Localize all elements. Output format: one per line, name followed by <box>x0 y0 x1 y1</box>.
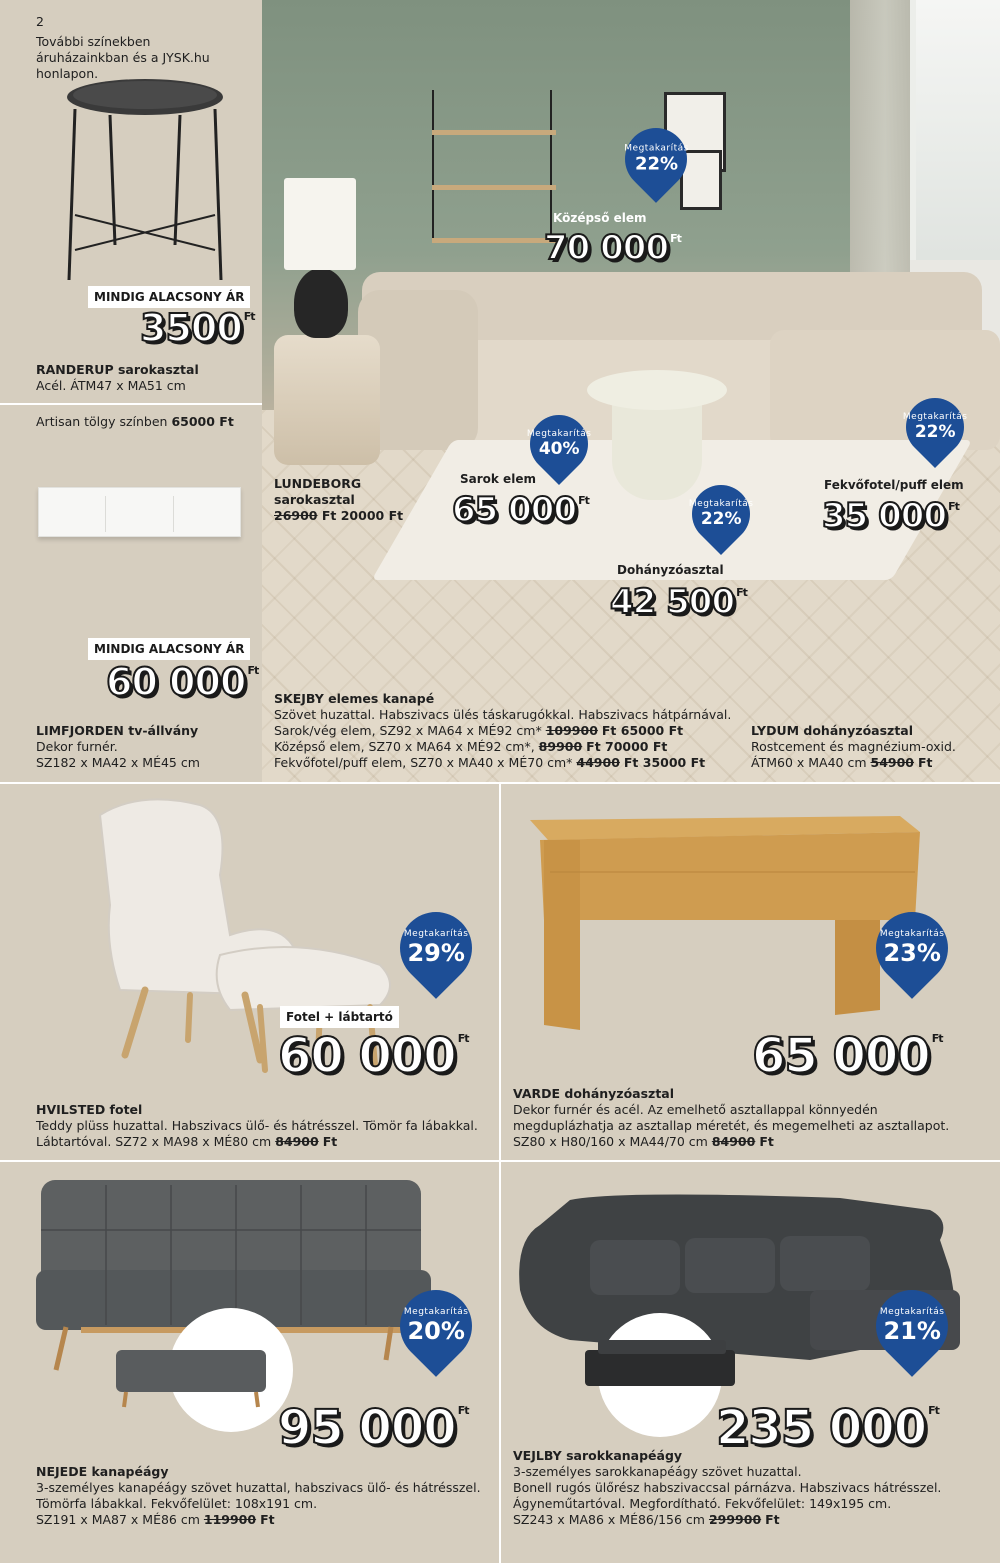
varde-line: SZ80 x H80/160 x MA44/70 cm 84900 Ft <box>513 1134 774 1149</box>
vejlby-price: 235 000 $^{Ft}$ <box>716 1400 939 1456</box>
skejby-line: Sarok/vég elem, SZ92 x MA64 x MÉ92 cm* 109900 Ft 65000 Ft <box>274 723 684 738</box>
savings-badge: Megtakarítás 29% <box>385 897 487 999</box>
coffee-table-top <box>587 370 727 410</box>
nejede-line: 3-személyes kanapéágy szövet huzattal, habszivacs ülő- és hátrésszel. <box>36 1480 481 1495</box>
hvilsted-name: HVILSTED fotel <box>36 1102 143 1117</box>
recliner-price: 35 000 $^{Ft}$ <box>822 496 959 536</box>
skejby-line: Középső elem, SZ70 x MA64 x MÉ92 cm*, 89900 Ft 70000 Ft <box>274 739 668 754</box>
limfjorden-spec: Dekor furnér. <box>36 739 118 754</box>
savings-badge: Megtakarítás 22% <box>894 386 976 468</box>
skejby-line: Szövet huzattal. Habszivacs ülés táskarugókkal. Habszivacs hátpárnával. <box>274 707 732 722</box>
vejlby-line: SZ243 x MA86 x MÉ86/156 cm 299900 Ft <box>513 1512 780 1527</box>
artisan-note: Artisan tölgy színben 65000 Ft <box>36 414 234 429</box>
lydum-name: LYDUM dohányzóasztal <box>751 723 914 738</box>
coffee-table-label: Dohányzóasztal <box>617 563 724 577</box>
randerup-price: 3500 $^{Ft}$ <box>140 306 255 350</box>
shelf-board <box>432 238 556 243</box>
middle-element-label: Középső elem <box>553 211 647 225</box>
vejlby-line: 3-személyes sarokkanapéágy szövet huzattal. <box>513 1464 802 1479</box>
divider <box>0 403 262 405</box>
randerup-name: RANDERUP sarokasztal <box>36 362 199 377</box>
nejede-line: Tömörfa lábakkal. Fekvőfelület: 108x191 cm. <box>36 1496 318 1511</box>
nejede-line: SZ191 x MA87 x MÉ86 cm 119900 Ft <box>36 1512 275 1527</box>
lundeborg-price: 26900 Ft 20000 Ft <box>274 508 404 523</box>
limfjorden-price: 60 000 $^{Ft}$ <box>106 660 259 704</box>
limfjorden-name: LIMFJORDEN tv-állvány <box>36 723 199 738</box>
varde-price: 65 000 $^{Ft}$ <box>752 1028 943 1084</box>
varde-name: VARDE dohányzóasztal <box>513 1086 675 1101</box>
wall-shelf <box>432 90 552 240</box>
savings-badge: Megtakarítás 22% <box>612 115 700 203</box>
corner-element-price: 65 000 $^{Ft}$ <box>452 490 589 530</box>
savings-badge: Megtakarítás 20% <box>385 1275 487 1377</box>
lamp-shade <box>284 178 356 270</box>
lydum-line: ÁTM60 x MA40 cm 54900 Ft <box>751 755 933 770</box>
coffee-table-base <box>612 395 702 500</box>
limfjorden-banner: MINDIG ALACSONY ÁR <box>88 638 250 660</box>
savings-badge: Megtakarítás 40% <box>518 403 600 485</box>
varde-line: Dekor furnér és acél. Az emelhető asztallappal könnyedén <box>513 1102 878 1117</box>
randerup-table-image <box>55 75 235 285</box>
savings-badge: Megtakarítás 23% <box>861 897 963 999</box>
window <box>910 0 1000 270</box>
recliner-label: Fekvőfotel/puff elem <box>824 478 964 492</box>
divider <box>0 1160 1000 1162</box>
skejby-name: SKEJBY elemes kanapé <box>274 691 435 706</box>
corner-element-label: Sarok elem <box>460 472 536 486</box>
nejede-name: NEJEDE kanapéágy <box>36 1464 169 1479</box>
intro-text: További színekben áruházainkban és a JYSK.hu honlapon. <box>36 34 210 81</box>
lydum-line: Rostcement és magnézium-oxid. <box>751 739 956 754</box>
lamp-base <box>294 268 348 338</box>
room-photo <box>262 0 1000 782</box>
vejlby-line: Bonell rugós ülőrész habszivaccsal párnázva. Habszivacs hátrésszel. <box>513 1480 942 1495</box>
hvilsted-banner: Fotel + lábtartó <box>280 1006 399 1028</box>
randerup-spec: Acél. ÁTM47 x MA51 cm <box>36 378 186 393</box>
hvilsted-line: Teddy plüss huzattal. Habszivacs ülő- és hátrésszel. Tömör fa lábakkal. <box>36 1118 478 1133</box>
shelf-board <box>432 185 556 190</box>
limfjorden-tv-stand-image <box>38 487 241 537</box>
varde-coffee-table-image <box>520 810 920 1040</box>
randerup-banner: MINDIG ALACSONY ÁR <box>88 286 250 308</box>
vejlby-name: VEJLBY sarokkanapéágy <box>513 1448 683 1463</box>
lundeborg-name-2: sarokasztal <box>274 492 355 507</box>
varde-line: megduplázhatja az asztallap méretét, és megemelheti az asztallapot. <box>513 1118 950 1133</box>
savings-badge: Megtakarítás 22% <box>680 473 762 555</box>
shelf-board <box>432 130 556 135</box>
divider <box>499 782 501 1563</box>
vejlby-line: Ágyneműtartóval. Megfordítható. Fekvőfelület: 149x195 cm. <box>513 1496 892 1511</box>
limfjorden-spec: SZ182 x MA42 x MÉ45 cm <box>36 755 200 770</box>
lundeborg-name-1: LUNDEBORG <box>274 476 362 491</box>
lundeborg-side-table <box>274 335 380 465</box>
hvilsted-line: Lábtartóval. SZ72 x MA98 x MÉ80 cm 84900 Ft <box>36 1134 338 1149</box>
hvilsted-price: 60 000 $^{Ft}$ <box>278 1028 469 1084</box>
nejede-sofa-bed-image <box>36 1175 456 1435</box>
savings-badge: Megtakarítás 21% <box>861 1275 963 1377</box>
nejede-price: 95 000 $^{Ft}$ <box>278 1400 469 1456</box>
middle-element-price: 70 000 $^{Ft}$ <box>544 228 681 268</box>
skejby-line: Fekvőfotel/puff elem, SZ70 x MA40 x MÉ70 cm* 44900 Ft 35000 Ft <box>274 755 706 770</box>
coffee-table-price: 42 500 $^{Ft}$ <box>610 582 747 622</box>
page-number: 2 <box>36 14 44 29</box>
